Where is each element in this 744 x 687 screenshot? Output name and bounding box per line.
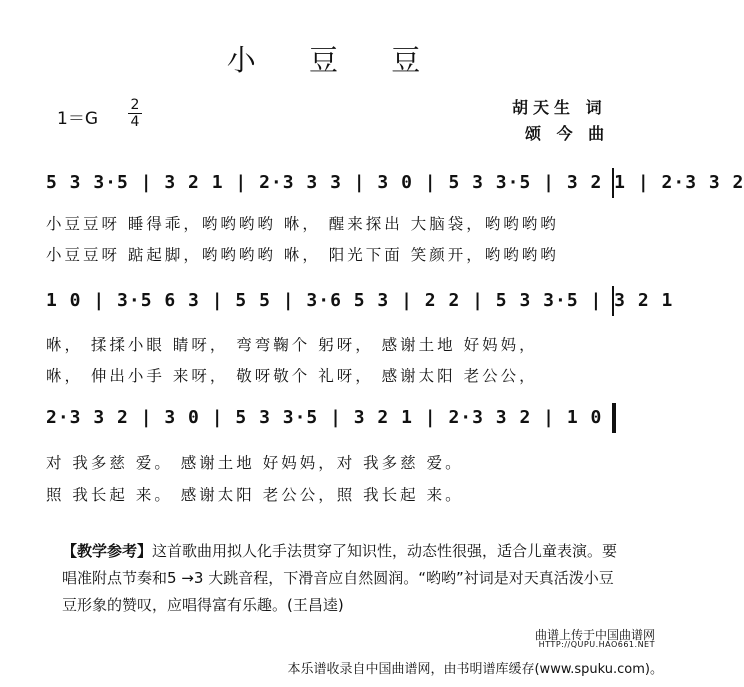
key-signature: 1＝G [57, 109, 98, 129]
lyric-row-1-verse-1: 小豆豆呀 睡得乖，哟哟哟哟 咻， 醒来探出 大脑袋，哟哟哟哟 [46, 215, 559, 233]
meter-numerator: 2 [130, 97, 140, 113]
time-signature [128, 98, 142, 129]
notation-row-3: 2·3 3 2 | 3 0 | 5 3 3·5 | 3 2 1 | 2·3 3 2 | 1 0 [46, 407, 603, 428]
lyric-row-3-verse-1: 对 我多慈 爱。 感谢土地 好妈妈，对 我多慈 爱。 [46, 454, 464, 472]
footer-source: 本乐谱收录自中国曲谱网，由书明谱库缓存(www.spuku.com)。 [287, 662, 663, 677]
teaching-note [62, 538, 622, 619]
notation-row-2: 1 0 | 3·5 6 3 | 5 5 | 3·6 5 3 | 2 2 | 5 3 3·5 | 3 2 1 [46, 290, 674, 311]
lyric-row-2-verse-1: 咻， 揉揉小眼 睛呀， 弯弯鞠个 躬呀， 感谢土地 好妈妈， [46, 336, 538, 354]
lyric-row-1-verse-2: 小豆豆呀 踮起脚，哟哟哟哟 咻， 阳光下面 笑颜开，哟哟哟哟 [46, 246, 559, 264]
teaching-note-text: 这首歌曲用拟人化手法贯穿了知识性，动态性很强，适合儿童表演。要唱准附点节奏和5 →3 大跳音程，下滑音应自然圆润。“哟哟”衬词是对天真活泼小豆豆形象的赞叹，应唱得富有乐趣。(王昌逵) [62, 542, 618, 614]
watermark-text: 曲谱上传于中国曲谱网 [534, 628, 655, 642]
watermark-url: HTTP://QUPU.HAO661.NET [538, 640, 655, 649]
meter-denominator: 4 [130, 114, 140, 130]
final-barline [612, 403, 616, 433]
song-title: 小 豆 豆 [226, 43, 443, 77]
composer-credit: 颂 今 曲 [525, 124, 610, 143]
lyric-row-2-verse-2: 咻， 伸出小手 来呀， 敬呀敬个 礼呀， 感谢太阳 老公公， [46, 367, 538, 385]
teaching-note-label: 【教学参考】 [62, 542, 153, 560]
notation-row-1: 5 3 3·5 | 3 2 1 | 2·3 3 3 | 3 0 | 5 3 3·5 | 3 2 1 | 2·3 3 2 [46, 172, 744, 193]
lyricist-credit: 胡天生 词 [512, 98, 607, 117]
lyric-row-3-verse-2: 照 我长起 来。 感谢太阳 老公公，照 我长起 来。 [46, 486, 464, 504]
